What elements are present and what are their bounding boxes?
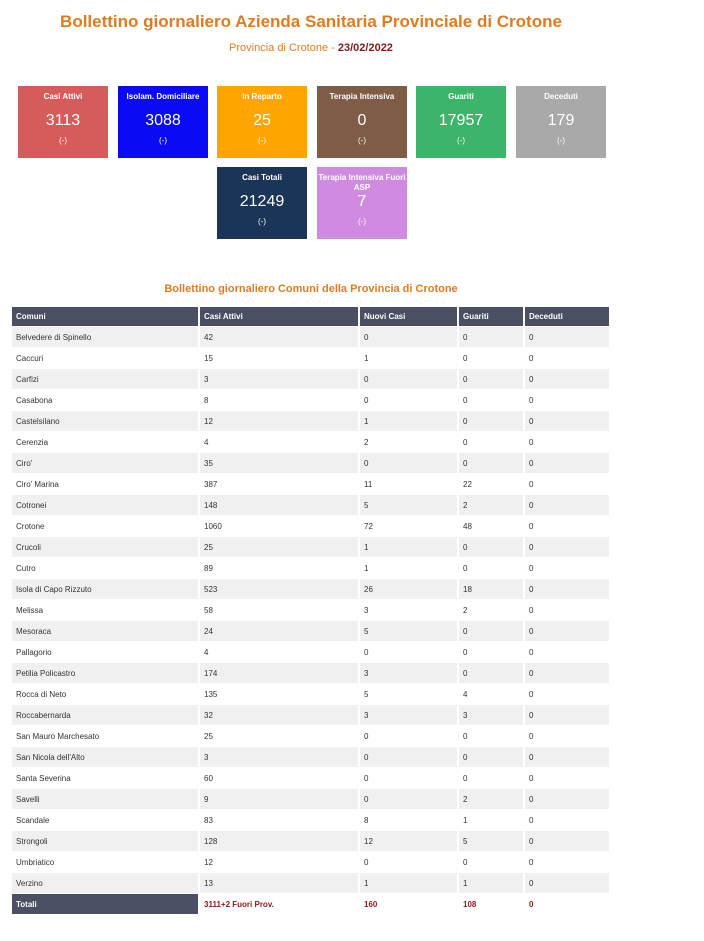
table-row — [12, 873, 611, 893]
cell-deceduti: 0 — [525, 327, 611, 347]
cell-nuovi-casi: 3 — [360, 600, 459, 620]
cell-nuovi-casi: 0 — [360, 642, 459, 662]
cell-deceduti: 0 — [525, 411, 611, 431]
cell-deceduti: 0 — [525, 432, 611, 452]
card-value: 3113 — [45, 112, 81, 129]
cell-nuovi-casi: 0 — [360, 852, 459, 872]
card-value: 7 — [357, 193, 367, 210]
cell-guariti: 5 — [459, 831, 525, 851]
cell-comune: Scandale — [12, 810, 200, 830]
card-change: (-) — [358, 217, 366, 226]
cell-nuovi-casi: 0 — [360, 327, 459, 347]
cell-casi-attivi: 58 — [200, 600, 360, 620]
cell-casi-attivi: 1060 — [200, 516, 360, 536]
cell-deceduti: 0 — [525, 453, 611, 473]
cell-deceduti: 0 — [525, 726, 611, 746]
cell-comune: San Mauro Marchesato — [12, 726, 200, 746]
cell-nuovi-casi: 1 — [360, 411, 459, 431]
card-casi-attivi — [18, 86, 108, 158]
cell-guariti: 0 — [459, 327, 525, 347]
cell-guariti: 0 — [459, 747, 525, 767]
table-row — [12, 726, 611, 746]
table-row — [12, 789, 611, 809]
cell-comune: Isola di Capo Rizzuto — [12, 579, 200, 599]
table-row — [12, 327, 611, 347]
cell-comune: Casabona — [12, 390, 200, 410]
cell-guariti: 0 — [459, 768, 525, 788]
table-row — [12, 684, 611, 704]
cell-comune: Cutro — [12, 558, 200, 578]
cell-nuovi-casi: 11 — [360, 474, 459, 494]
cell-guariti: 0 — [459, 663, 525, 683]
cell-casi-attivi: 60 — [200, 768, 360, 788]
cell-deceduti: 0 — [525, 873, 611, 893]
cell-comune: Ciro' Marina — [12, 474, 200, 494]
cell-guariti: 1 — [459, 810, 525, 830]
cell-casi-attivi: 523 — [200, 579, 360, 599]
cell-nuovi-casi: 0 — [360, 390, 459, 410]
cell-deceduti: 0 — [525, 516, 611, 536]
province-label: Provincia di Crotone - — [229, 42, 338, 54]
cell-nuovi-casi: 5 — [360, 495, 459, 515]
cell-guariti: 0 — [459, 390, 525, 410]
cell-comune: Castelsilano — [12, 411, 200, 431]
cell-guariti: 0 — [459, 558, 525, 578]
table-row — [12, 600, 611, 620]
cell-guariti: 0 — [459, 411, 525, 431]
cell-casi-attivi: 8 — [200, 390, 360, 410]
cell-deceduti: 0 — [525, 663, 611, 683]
cell-guariti: 2 — [459, 600, 525, 620]
cell-comune: Roccabernarda — [12, 705, 200, 725]
card-change: (-) — [59, 136, 67, 145]
bulletin-date: 23/02/2022 — [337, 42, 393, 54]
card-label: Isolam. Domiciliare — [126, 92, 200, 101]
card-value: 17957 — [438, 112, 484, 129]
cell-nuovi-casi: 12 — [360, 831, 459, 851]
table-row — [12, 558, 611, 578]
cell-deceduti: 0 — [525, 852, 611, 872]
cell-deceduti: 0 — [525, 684, 611, 704]
cell-guariti: 2 — [459, 495, 525, 515]
card-change: (-) — [557, 136, 565, 145]
cell-casi-attivi: 3 — [200, 747, 360, 767]
cell-guariti: 48 — [459, 516, 525, 536]
card-in-reparto — [217, 86, 307, 158]
cell-comune: Caccuri — [12, 348, 200, 368]
cell-deceduti: 0 — [525, 495, 611, 515]
table-row — [12, 852, 611, 872]
header-comuni: Comuni — [12, 307, 200, 326]
card-change: (-) — [258, 136, 266, 145]
cell-comune: Crucoli — [12, 537, 200, 557]
cell-casi-attivi: 387 — [200, 474, 360, 494]
cell-deceduti: 0 — [525, 768, 611, 788]
table-row — [12, 768, 611, 788]
cell-nuovi-casi: 0 — [360, 726, 459, 746]
card-label: Guariti — [448, 92, 474, 101]
cell-deceduti: 0 — [525, 621, 611, 641]
table-row — [12, 474, 611, 494]
cell-comune: Petilia Policastro — [12, 663, 200, 683]
cell-comune: Crotone — [12, 516, 200, 536]
cell-casi-attivi: 4 — [200, 642, 360, 662]
card-value: 21249 — [239, 193, 285, 210]
totals-row — [12, 894, 611, 914]
cell-casi-attivi: 89 — [200, 558, 360, 578]
cell-nuovi-casi: 72 — [360, 516, 459, 536]
cell-guariti: 0 — [459, 369, 525, 389]
cell-casi-attivi: 15 — [200, 348, 360, 368]
table-row — [12, 516, 611, 536]
cell-casi-attivi: 25 — [200, 537, 360, 557]
card-terapia-intensiva-fuori-asp — [317, 167, 407, 239]
card-change: (-) — [258, 217, 266, 226]
cell-casi-attivi: 4 — [200, 432, 360, 452]
cell-casi-attivi: 32 — [200, 705, 360, 725]
table-row — [12, 432, 611, 452]
totals-nuovi-casi: 160 — [360, 894, 459, 914]
card-change: (-) — [358, 136, 366, 145]
cell-deceduti: 0 — [525, 537, 611, 557]
cell-casi-attivi: 13 — [200, 873, 360, 893]
cell-deceduti: 0 — [525, 642, 611, 662]
cell-comune: Savelli — [12, 789, 200, 809]
cell-deceduti: 0 — [525, 558, 611, 578]
cell-guariti: 0 — [459, 852, 525, 872]
table-row — [12, 810, 611, 830]
comuni-table — [12, 306, 611, 915]
cell-deceduti: 0 — [525, 789, 611, 809]
header-casi-attivi: Casi Attivi — [200, 307, 360, 326]
cell-guariti: 2 — [459, 789, 525, 809]
table-row — [12, 495, 611, 515]
table-row — [12, 390, 611, 410]
cell-deceduti: 0 — [525, 831, 611, 851]
totals-deceduti: 0 — [525, 894, 611, 914]
cell-comune: Carfizi — [12, 369, 200, 389]
cell-casi-attivi: 148 — [200, 495, 360, 515]
cell-nuovi-casi: 3 — [360, 663, 459, 683]
card-terapia-intensiva — [317, 86, 407, 158]
cell-casi-attivi: 3 — [200, 369, 360, 389]
table-row — [12, 621, 611, 641]
cell-casi-attivi: 12 — [200, 852, 360, 872]
table-row — [12, 663, 611, 683]
cell-deceduti: 0 — [525, 579, 611, 599]
cell-deceduti: 0 — [525, 705, 611, 725]
cell-comune: Santa Severina — [12, 768, 200, 788]
cell-nuovi-casi: 5 — [360, 684, 459, 704]
cell-comune: Melissa — [12, 600, 200, 620]
cell-nuovi-casi: 1 — [360, 873, 459, 893]
table-header-row — [12, 307, 611, 326]
card-label: Casi Totali — [242, 173, 282, 182]
cell-guariti: 0 — [459, 642, 525, 662]
cell-comune: Cotronei — [12, 495, 200, 515]
cell-casi-attivi: 42 — [200, 327, 360, 347]
card-change: (-) — [159, 136, 167, 145]
cell-nuovi-casi: 5 — [360, 621, 459, 641]
cell-nuovi-casi: 8 — [360, 810, 459, 830]
page-title: Bollettino giornaliero Azienda Sanitaria Provinciale di Crotone — [60, 12, 562, 31]
cell-casi-attivi: 174 — [200, 663, 360, 683]
page-subtitle — [0, 42, 622, 54]
cell-guariti: 0 — [459, 453, 525, 473]
cell-nuovi-casi: 0 — [360, 453, 459, 473]
table-row — [12, 369, 611, 389]
cell-deceduti: 0 — [525, 474, 611, 494]
cell-nuovi-casi: 1 — [360, 348, 459, 368]
cell-comune: San Nicola dell'Alto — [12, 747, 200, 767]
table-row — [12, 537, 611, 557]
cell-casi-attivi: 12 — [200, 411, 360, 431]
cell-casi-attivi: 25 — [200, 726, 360, 746]
cell-deceduti: 0 — [525, 747, 611, 767]
header-guariti: Guariti — [459, 307, 525, 326]
cell-deceduti: 0 — [525, 369, 611, 389]
cell-deceduti: 0 — [525, 348, 611, 368]
cell-guariti: 3 — [459, 705, 525, 725]
card-casi-totali — [217, 167, 307, 239]
table-row — [12, 747, 611, 767]
cell-nuovi-casi: 0 — [360, 369, 459, 389]
cell-deceduti: 0 — [525, 810, 611, 830]
cell-deceduti: 0 — [525, 600, 611, 620]
table-row — [12, 831, 611, 851]
cell-guariti: 4 — [459, 684, 525, 704]
totals-casi-attivi: 3111+2 Fuori Prov. — [200, 894, 360, 914]
table-row — [12, 348, 611, 368]
cell-casi-attivi: 35 — [200, 453, 360, 473]
card-deceduti — [516, 86, 606, 158]
card-label: Terapia Intensiva — [329, 92, 395, 101]
table-row — [12, 579, 611, 599]
card-change: (-) — [457, 136, 465, 145]
card-value: 3088 — [145, 112, 181, 129]
card-isolamento-domiciliare — [118, 86, 208, 158]
table-row — [12, 411, 611, 431]
cell-comune: Cerenzia — [12, 432, 200, 452]
cell-guariti: 0 — [459, 621, 525, 641]
card-label: Terapia Intensiva Fuori ASP — [318, 173, 406, 192]
cell-comune: Rocca di Neto — [12, 684, 200, 704]
cell-guariti: 0 — [459, 348, 525, 368]
cell-nuovi-casi: 0 — [360, 789, 459, 809]
cell-comune: Mesoraca — [12, 621, 200, 641]
cell-guariti: 22 — [459, 474, 525, 494]
header-nuovi-casi: Nuovi Casi — [360, 307, 459, 326]
card-label: Deceduti — [544, 92, 578, 101]
card-value: 0 — [357, 112, 367, 129]
cell-nuovi-casi: 0 — [360, 768, 459, 788]
totals-label: Totali — [12, 894, 200, 914]
card-label: In Reparto — [242, 92, 282, 101]
cell-guariti: 0 — [459, 726, 525, 746]
cell-guariti: 0 — [459, 537, 525, 557]
cell-casi-attivi: 24 — [200, 621, 360, 641]
cell-casi-attivi: 83 — [200, 810, 360, 830]
cell-nuovi-casi: 2 — [360, 432, 459, 452]
cell-deceduti: 0 — [525, 390, 611, 410]
card-value: 179 — [547, 112, 575, 129]
cell-nuovi-casi: 3 — [360, 705, 459, 725]
cell-comune: Pallagorio — [12, 642, 200, 662]
cell-guariti: 18 — [459, 579, 525, 599]
cell-guariti: 1 — [459, 873, 525, 893]
cell-comune: Verzino — [12, 873, 200, 893]
cell-comune: Ciro' — [12, 453, 200, 473]
cell-nuovi-casi: 1 — [360, 558, 459, 578]
table-title: Bollettino giornaliero Comuni della Provincia di Crotone — [164, 283, 458, 295]
cell-comune: Umbriatico — [12, 852, 200, 872]
cell-comune: Strongoli — [12, 831, 200, 851]
cell-casi-attivi: 9 — [200, 789, 360, 809]
cell-nuovi-casi: 1 — [360, 537, 459, 557]
table-row — [12, 642, 611, 662]
card-value: 25 — [253, 112, 271, 129]
card-guariti — [416, 86, 506, 158]
table-row — [12, 705, 611, 725]
cell-comune: Belvedere di Spinello — [12, 327, 200, 347]
cell-nuovi-casi: 0 — [360, 747, 459, 767]
header-deceduti: Deceduti — [525, 307, 611, 326]
card-label: Casi Attivi — [43, 92, 83, 101]
cell-casi-attivi: 135 — [200, 684, 360, 704]
totals-guariti: 108 — [459, 894, 525, 914]
cell-casi-attivi: 128 — [200, 831, 360, 851]
table-row — [12, 453, 611, 473]
cell-guariti: 0 — [459, 432, 525, 452]
cell-nuovi-casi: 26 — [360, 579, 459, 599]
